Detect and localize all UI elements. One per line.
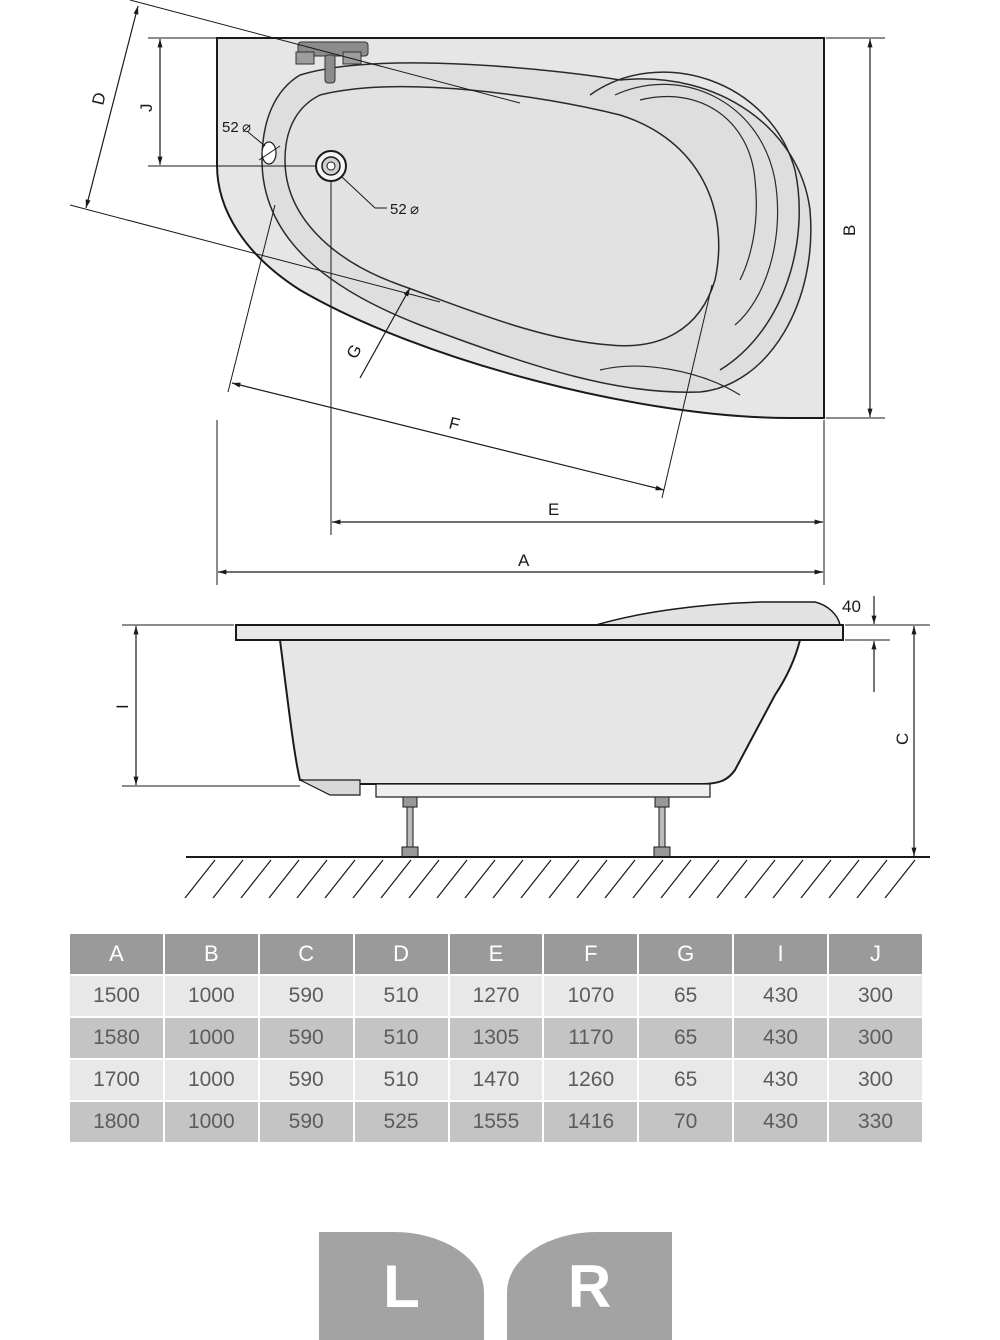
top-view [70,0,885,585]
floor-hatch [185,860,915,898]
table-cell: 1700 [70,1060,163,1100]
header-d: D [355,934,448,974]
variant-left-button[interactable]: L [319,1232,484,1340]
table-cell: 430 [734,1060,827,1100]
table-cell: 65 [639,1060,732,1100]
table-cell: 590 [260,1060,353,1100]
diameter-symbol-1: ⌀ [242,119,252,136]
header-a: A [70,934,163,974]
table-cell: 330 [829,1102,922,1142]
table-cell: 1000 [165,1102,258,1142]
table-cell: 1260 [544,1060,637,1100]
side-view [113,596,930,898]
table-cell: 1555 [450,1102,543,1142]
dim-b-label: B [840,224,859,236]
dim-f-label: F [447,413,462,435]
table-cell: 430 [734,1018,827,1058]
table-cell: 430 [734,976,827,1016]
dim-c-label: C [893,732,912,745]
table-cell: 525 [355,1102,448,1142]
leg-left [402,797,418,857]
header-i: I [734,934,827,974]
backrest-profile [596,602,840,625]
table-cell: 300 [829,1060,922,1100]
table-row [70,976,922,1016]
header-f: F [544,934,637,974]
dim-d-line [86,6,138,208]
table-cell: 510 [355,1018,448,1058]
table-cell: 590 [260,976,353,1016]
tub-base [300,780,360,795]
table-cell: 300 [829,976,922,1016]
table-cell: 510 [355,1060,448,1100]
table-cell: 1470 [450,1060,543,1100]
table-cell: 1270 [450,976,543,1016]
table-cell: 1000 [165,1060,258,1100]
dim-g-label: G [342,341,366,362]
header-c: C [260,934,353,974]
table-cell: 1305 [450,1018,543,1058]
drain-icon [316,151,346,181]
table-cell: 1580 [70,1018,163,1058]
header-g: G [639,934,732,974]
dim-f-line [232,383,664,490]
table-cell: 510 [355,976,448,1016]
table-cell: 70 [639,1102,732,1142]
header-b: B [165,934,258,974]
table-cell: 1070 [544,976,637,1016]
dimensions-table [68,932,924,1144]
dim-j-label: J [137,103,156,112]
table-cell: 430 [734,1102,827,1142]
header-e: E [450,934,543,974]
dim-e-label: E [548,500,560,519]
table-cell: 590 [260,1018,353,1058]
table-row [70,1018,922,1058]
table-cell: 1000 [165,976,258,1016]
header-j: J [829,934,922,974]
tub-body [280,640,800,784]
table-row [70,1102,922,1142]
tub-rim [236,625,843,640]
drain-label-2: 52 [390,201,407,218]
table-body [70,976,922,1142]
table-cell: 1000 [165,1018,258,1058]
drain-label-1: 52 [222,119,239,136]
dim-d-label: D [88,90,110,107]
variant-right-button[interactable]: R [507,1232,672,1340]
table-cell: 1416 [544,1102,637,1142]
table-cell: 1800 [70,1102,163,1142]
table-row [70,1060,922,1100]
table-cell: 65 [639,1018,732,1058]
dim-a-label: A [518,551,530,570]
table-cell: 1500 [70,976,163,1016]
table-cell: 300 [829,1018,922,1058]
table-cell: 590 [260,1102,353,1142]
dim-40-label: 40 [842,597,861,616]
leg-right [654,797,670,857]
table-cell: 1170 [544,1018,637,1058]
dim-i-label: I [113,704,132,709]
support-frame [376,784,710,797]
table-header-row [70,934,922,974]
diameter-symbol-2: ⌀ [410,201,420,218]
table-cell: 65 [639,976,732,1016]
